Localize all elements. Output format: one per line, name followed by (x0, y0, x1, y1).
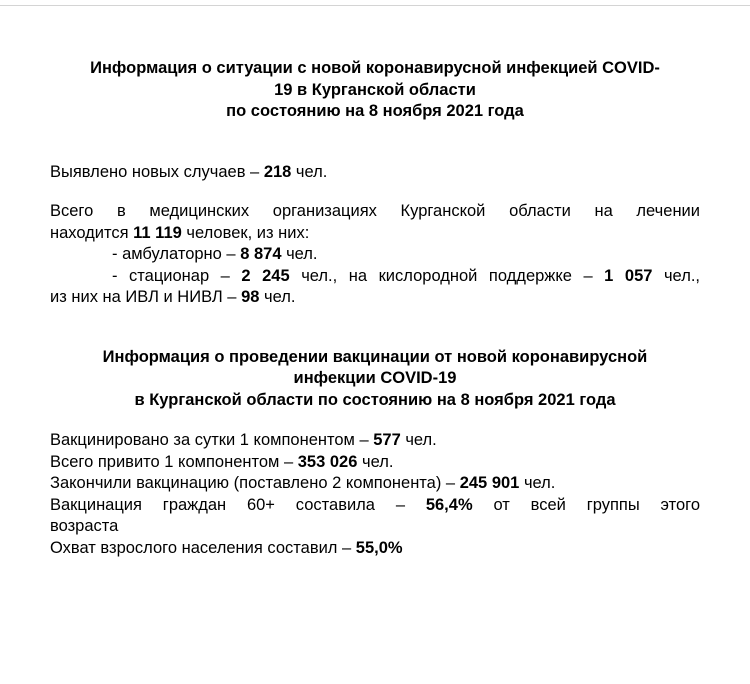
daily-vaccinated-unit: чел. (400, 431, 437, 449)
ambulatory-line (50, 244, 700, 266)
total-vaccinated-line (50, 452, 700, 474)
hospital-label: - стационар – (112, 266, 242, 285)
ambulatory-unit: чел. (281, 245, 318, 263)
adult-coverage-value: 55,0% (355, 538, 403, 557)
total-treatment-line-2 (50, 223, 700, 245)
new-cases-line (50, 162, 700, 184)
ambulatory-label: - амбулаторно – (112, 245, 241, 263)
seniors-vaccination-suffix: от всей группы этого (472, 495, 700, 514)
completed-vaccination-line (50, 473, 700, 495)
total-vaccinated-value: 353 026 (297, 452, 358, 471)
total-treatment-line-1: Всего в медицинских организациях Курганской области на лечении (50, 202, 700, 220)
vaccination-heading-line-2: инфекции COVID-19 (293, 369, 457, 387)
vaccination-heading (50, 347, 700, 412)
covid-heading (50, 58, 700, 123)
vaccination-heading-line-3: в Курганской области по состоянию на 8 ноября 2021 года (134, 390, 616, 409)
adult-coverage-line (50, 538, 700, 560)
hospital-value: 2 245 (241, 266, 290, 285)
total-vaccinated-label: Всего привито 1 компонентом – (50, 452, 298, 471)
hospital-line (50, 266, 700, 288)
ivl-line (50, 287, 700, 309)
seniors-vaccination-label: Вакцинация граждан 60+ составила – (50, 495, 426, 514)
new-cases-label: Выявлено новых случаев – (50, 162, 264, 181)
daily-vaccinated-label: Вакцинировано за сутки 1 компонентом – (50, 431, 374, 449)
seniors-vaccination-value: 56,4% (425, 495, 473, 514)
top-divider (0, 5, 750, 6)
ambulatory-value: 8 874 (240, 245, 282, 263)
new-cases-value: 218 (263, 162, 292, 181)
covid-heading-line-2: 19 в Курганской области (274, 80, 476, 99)
total-treatment-suffix: человек, из них: (181, 223, 310, 242)
covid-heading-line-1: Информация о ситуации с новой коронавирусной инфекцией COVID- (90, 59, 660, 77)
adult-coverage-label: Охват взрослого населения составил – (50, 538, 356, 557)
daily-vaccinated-line (50, 430, 700, 452)
hospital-mid: чел., на кислородной поддержке – (289, 266, 605, 285)
completed-vaccination-label: Закончили вакцинацию (поставлено 2 компонента) – (50, 474, 460, 492)
total-treatment-prefix: находится (50, 223, 134, 242)
total-vaccinated-unit: чел. (357, 452, 394, 471)
completed-vaccination-unit: чел. (519, 474, 556, 492)
ivl-label: из них на ИВЛ и НИВЛ – (50, 288, 242, 306)
covid-heading-line-3: по состоянию на 8 ноября 2021 года (226, 102, 524, 120)
seniors-vaccination-line-2: возраста (50, 517, 119, 535)
oxygen-unit: чел., (652, 266, 700, 285)
seniors-vaccination-line-1 (50, 495, 700, 517)
ivl-unit: чел. (259, 288, 296, 306)
oxygen-value: 1 057 (604, 266, 653, 285)
new-cases-unit: чел. (291, 162, 328, 181)
vaccination-heading-line-1: Информация о проведении вакцинации от новой коронавирусной (102, 347, 648, 366)
completed-vaccination-value: 245 901 (459, 474, 520, 492)
daily-vaccinated-value: 577 (373, 431, 401, 449)
total-treatment-value: 11 119 (133, 223, 182, 242)
ivl-value: 98 (241, 288, 260, 306)
document-body (50, 58, 700, 559)
